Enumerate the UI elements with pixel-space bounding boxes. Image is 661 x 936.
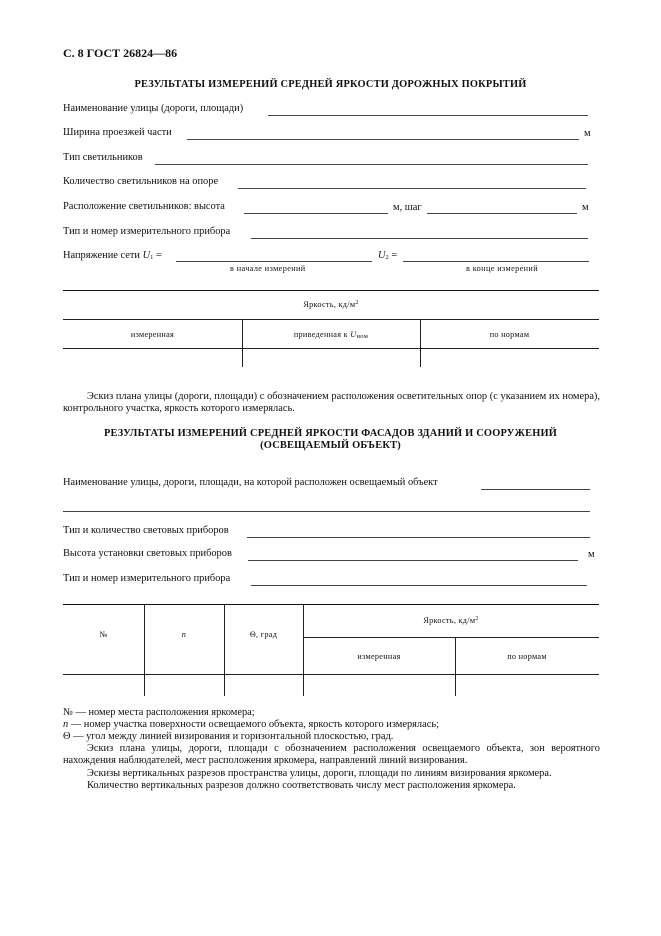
u1-symbol: U — [142, 250, 151, 261]
u2-symbol: U — [378, 250, 386, 261]
table1-col-divider-2 — [420, 319, 421, 367]
luminaire-type-label: Тип светильников — [63, 152, 143, 163]
page-header: С. 8 ГОСТ 26824—86 — [63, 46, 178, 60]
legend-n — [63, 719, 603, 731]
table2-col-theta: Θ, град — [249, 630, 278, 639]
table1-col-reduced-u: U — [350, 330, 357, 339]
u2-label — [378, 250, 397, 261]
table2-col-norm: по нормам — [507, 652, 547, 661]
sketch-note-roads-text: Эскиз плана улицы (дороги, площади) с обозначением расположения осветительных опор (с указанием их номера), контрольного участка, яркость которого измерялась. — [63, 391, 600, 415]
width-unit: м — [584, 128, 591, 139]
table2-col-measured: измеренная — [357, 652, 401, 661]
voltage-label — [63, 250, 162, 261]
luminaires-per-pole-label: Количество светильников на опоре — [63, 176, 219, 187]
legend-no: № — номер места расположения яркомера; — [63, 707, 255, 718]
table1-group-divider — [63, 319, 599, 320]
table2-col-divider-1 — [144, 604, 145, 696]
height-unit-step-label: м, шаг — [393, 202, 422, 213]
table2-col-no: № — [99, 630, 108, 639]
carriageway-width-field[interactable] — [187, 139, 579, 140]
u1-field[interactable] — [176, 261, 372, 262]
table1-group-header-sup: 2 — [355, 300, 359, 306]
carriageway-width-label: Ширина проезжей части — [63, 127, 172, 138]
legend-theta: Θ — угол между линией визирования и горизонтальной плоскостью, град. — [63, 731, 394, 742]
table1-col-reduced — [242, 330, 420, 340]
table2-group-header-sup: 2 — [475, 616, 479, 622]
object-street-field-continued[interactable] — [63, 511, 590, 512]
sketch-note-object-text: Эскиз плана улицы, дороги, площади с обозначением расположения освещаемого объекта, зон вероятного нахождения наблюдателей, мест расположения яркомера, направлений линий визирования. — [63, 743, 600, 767]
arrangement-step-field[interactable] — [427, 213, 577, 214]
object-street-label: Наименование улицы, дороги, площади, на которой расположен освещаемый объект — [63, 477, 438, 488]
mount-height-field[interactable] — [248, 560, 578, 561]
arrangement-height-field[interactable] — [244, 213, 388, 214]
table2-group-header-text: Яркость, кд/м — [423, 616, 476, 625]
legend-n-text: — номер участка поверхности освещаемого объекта, яркость которого измерялась; — [68, 719, 439, 730]
sketch-note-sections — [63, 768, 600, 780]
luminaire-type-field[interactable] — [155, 164, 588, 165]
table2-col-divider-3 — [303, 604, 304, 696]
fixture-type-count-field[interactable] — [247, 537, 590, 538]
table1-group-header-text: Яркость, кд/м — [303, 300, 356, 309]
sketch-note-count-text: Количество вертикальных разрезов должно соответствовать числу мест расположения яркомера. — [87, 780, 516, 791]
at-start-caption: в начале измерений — [230, 264, 306, 273]
voltage-text: Напряжение сети — [63, 250, 140, 261]
u2-field[interactable] — [403, 261, 589, 262]
table1-header-bottom — [63, 348, 599, 349]
mount-height-label: Высота установки световых приборов — [63, 548, 232, 559]
u2-subscript: 2 — [385, 254, 389, 261]
table1-col-divider-1 — [242, 319, 243, 367]
sketch-note-sections-text: Эскизы вертикальных разрезов пространства улицы, дороги, площади по линиям визирования яркомера. — [87, 768, 552, 779]
table1-top-border — [63, 290, 599, 291]
street-name-label: Наименование улицы (дороги, площади) — [63, 103, 244, 114]
sketch-note-count — [63, 780, 600, 792]
u2-equals: = — [391, 250, 398, 261]
mount-height-unit: м — [588, 549, 595, 560]
step-unit: м — [582, 202, 589, 213]
sketch-note-roads — [63, 391, 600, 416]
meter-type-label-2: Тип и номер измерительного прибора — [63, 573, 231, 584]
at-end-caption: в конце измерений — [466, 264, 538, 273]
object-street-field[interactable] — [481, 489, 590, 490]
table1-col-reduced-sub: ном — [356, 333, 369, 340]
table2-group-header — [303, 616, 599, 625]
table2-group-divider — [303, 637, 599, 638]
meter-type-label: Тип и номер измерительного прибора — [63, 226, 231, 237]
table2-col-n: n — [181, 630, 187, 639]
section1-title: РЕЗУЛЬТАТЫ ИЗМЕРЕНИЙ СРЕДНЕЙ ЯРКОСТИ ДОРОЖНЫХ ПОКРЫТИЙ — [134, 79, 527, 90]
fixture-type-count-label: Тип и количество световых приборов — [63, 525, 229, 536]
table2-col-divider-4 — [455, 637, 456, 696]
section2-title-line1: РЕЗУЛЬТАТЫ ИЗМЕРЕНИЙ СРЕДНЕЙ ЯРКОСТИ ФАСАДОВ ЗДАНИЙ И СООРУЖЕНИЙ — [103, 428, 558, 439]
table1-group-header — [63, 300, 599, 309]
arrangement-height-label: Расположение светильников: высота — [63, 201, 225, 212]
u1-equals: = — [155, 250, 162, 261]
table1-col-measured: измеренная — [130, 330, 175, 339]
section2-title-line2: (ОСВЕЩАЕМЫЙ ОБЪЕКТ) — [260, 440, 401, 451]
meter-type-field[interactable] — [251, 238, 588, 239]
luminaires-per-pole-field[interactable] — [238, 188, 586, 189]
street-name-field[interactable] — [268, 115, 588, 116]
table2-col-divider-2 — [224, 604, 225, 696]
legend-n-symbol: n — [63, 719, 69, 730]
meter-type-field-2[interactable] — [251, 585, 587, 586]
u1-subscript: 1 — [150, 254, 154, 261]
table1-col-reduced-text: приведенная к — [293, 330, 348, 339]
sketch-note-object — [63, 743, 600, 768]
table1-col-norm: по нормам — [489, 330, 530, 339]
